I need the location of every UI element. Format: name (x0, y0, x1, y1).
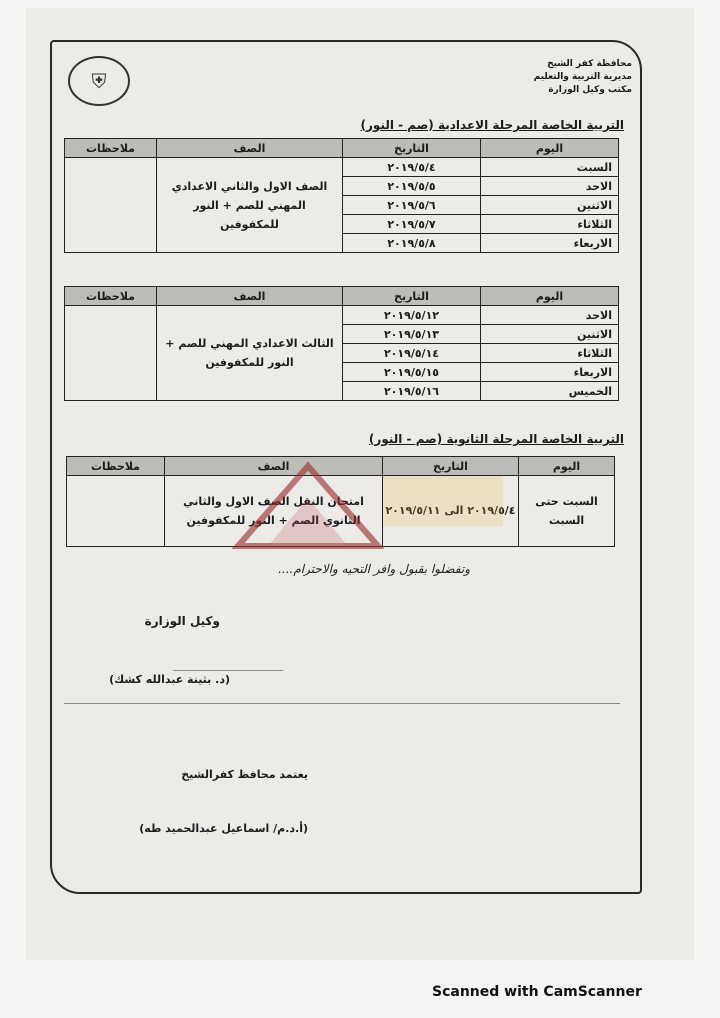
grade-cell: امتحان النقل الصف الاول والثاني الثانوي الصم + النور للمكفوفين (165, 476, 383, 547)
handwritten-signature-icon (173, 632, 297, 671)
day-cell: الثلاثاء (481, 344, 619, 363)
date-column-header: التاريخ (383, 457, 519, 476)
watermark-logo-icon (198, 458, 518, 550)
directorate-label: مديرية التربية والتعليم (533, 72, 632, 82)
ministry-seal-icon: ⛨ (68, 56, 130, 106)
day-cell: الاحد (481, 306, 619, 325)
day-column-header: اليوم (519, 457, 615, 476)
divider (64, 703, 620, 704)
prep-schedule-table-1 (64, 138, 619, 253)
date-column-header: التاريخ (343, 287, 481, 306)
grade-column-header: الصف (157, 287, 343, 306)
signature-name: (د. بثينة عبدالله كشك) (109, 673, 230, 686)
day-cell: الثلاثاء (481, 215, 619, 234)
day-range-cell: السبت حتى السبت (519, 476, 615, 547)
closing-statement: وتفضلوا بقبول وافر التحيه والاحترام.... (278, 562, 470, 576)
date-cell: ٢٠١٩/٥/١٢ (343, 306, 481, 325)
secondary-section-title: التربية الخاصة المرحلة الثانوية (صم - النور) (368, 432, 624, 446)
notes-column-header: ملاحظات (67, 457, 165, 476)
date-cell: ٢٠١٩/٥/٧ (343, 215, 481, 234)
day-cell: الاثنين (481, 325, 619, 344)
notes-column-header: ملاحظات (65, 139, 157, 158)
day-column-header: اليوم (481, 139, 619, 158)
date-column-header: التاريخ (343, 139, 481, 158)
notes-column-header: ملاحظات (65, 287, 157, 306)
day-cell: الخميس (481, 382, 619, 401)
approval-line: يعتمد محافظ كفرالشيخ (181, 768, 308, 781)
notes-cell (67, 476, 165, 547)
day-cell: الاربعاء (481, 234, 619, 253)
governorate-label: محافظة كفر الشيخ (547, 59, 632, 69)
date-cell: ٢٠١٩/٥/١٥ (343, 363, 481, 382)
prep-schedule-table-2 (64, 286, 619, 401)
notes-cell (65, 158, 157, 253)
date-cell: ٢٠١٩/٥/٥ (343, 177, 481, 196)
day-cell: الاحد (481, 177, 619, 196)
table-header-row (65, 287, 619, 306)
date-cell: ٢٠١٩/٥/٨ (343, 234, 481, 253)
day-cell: الاثنين (481, 196, 619, 215)
date-cell: ٢٠١٩/٥/٤ (343, 158, 481, 177)
notes-cell (65, 306, 157, 401)
table-header-row (65, 139, 619, 158)
office-label: مكتب وكيل الوزارة (548, 85, 632, 95)
date-cell: ٢٠١٩/٥/١٦ (343, 382, 481, 401)
camscanner-footer: Scanned with CamScanner (432, 984, 642, 1000)
date-cell: ٢٠١٩/٥/١٤ (343, 344, 481, 363)
day-column-header: اليوم (481, 287, 619, 306)
day-cell: السبت (481, 158, 619, 177)
prep-section-title: التربية الخاصة المرحلة الاعدادية (صم - النور) (360, 118, 624, 132)
date-cell: ٢٠١٩/٥/١٣ (343, 325, 481, 344)
grade-column-header: الصف (157, 139, 343, 158)
letterhead (534, 58, 632, 97)
table-row (65, 158, 619, 177)
grade-cell: الثالث الاعدادي المهني للصم + النور للمكفوفين (157, 306, 343, 401)
approval-name: (أ.د.م/ اسماعيل عبدالحميد طه) (139, 822, 308, 835)
table-row (65, 306, 619, 325)
day-cell: الاربعاء (481, 363, 619, 382)
grade-column-header: الصف (165, 457, 383, 476)
date-cell: ٢٠١٩/٥/٦ (343, 196, 481, 215)
signature-title: وكيل الوزارة (144, 614, 220, 628)
date-range-cell: ٢٠١٩/٥/٤ الى ٢٠١٩/٥/١١ (383, 476, 519, 547)
grade-cell: الصف الاول والثاني الاعدادي المهني للصم + النور للمكفوفين (157, 158, 343, 253)
